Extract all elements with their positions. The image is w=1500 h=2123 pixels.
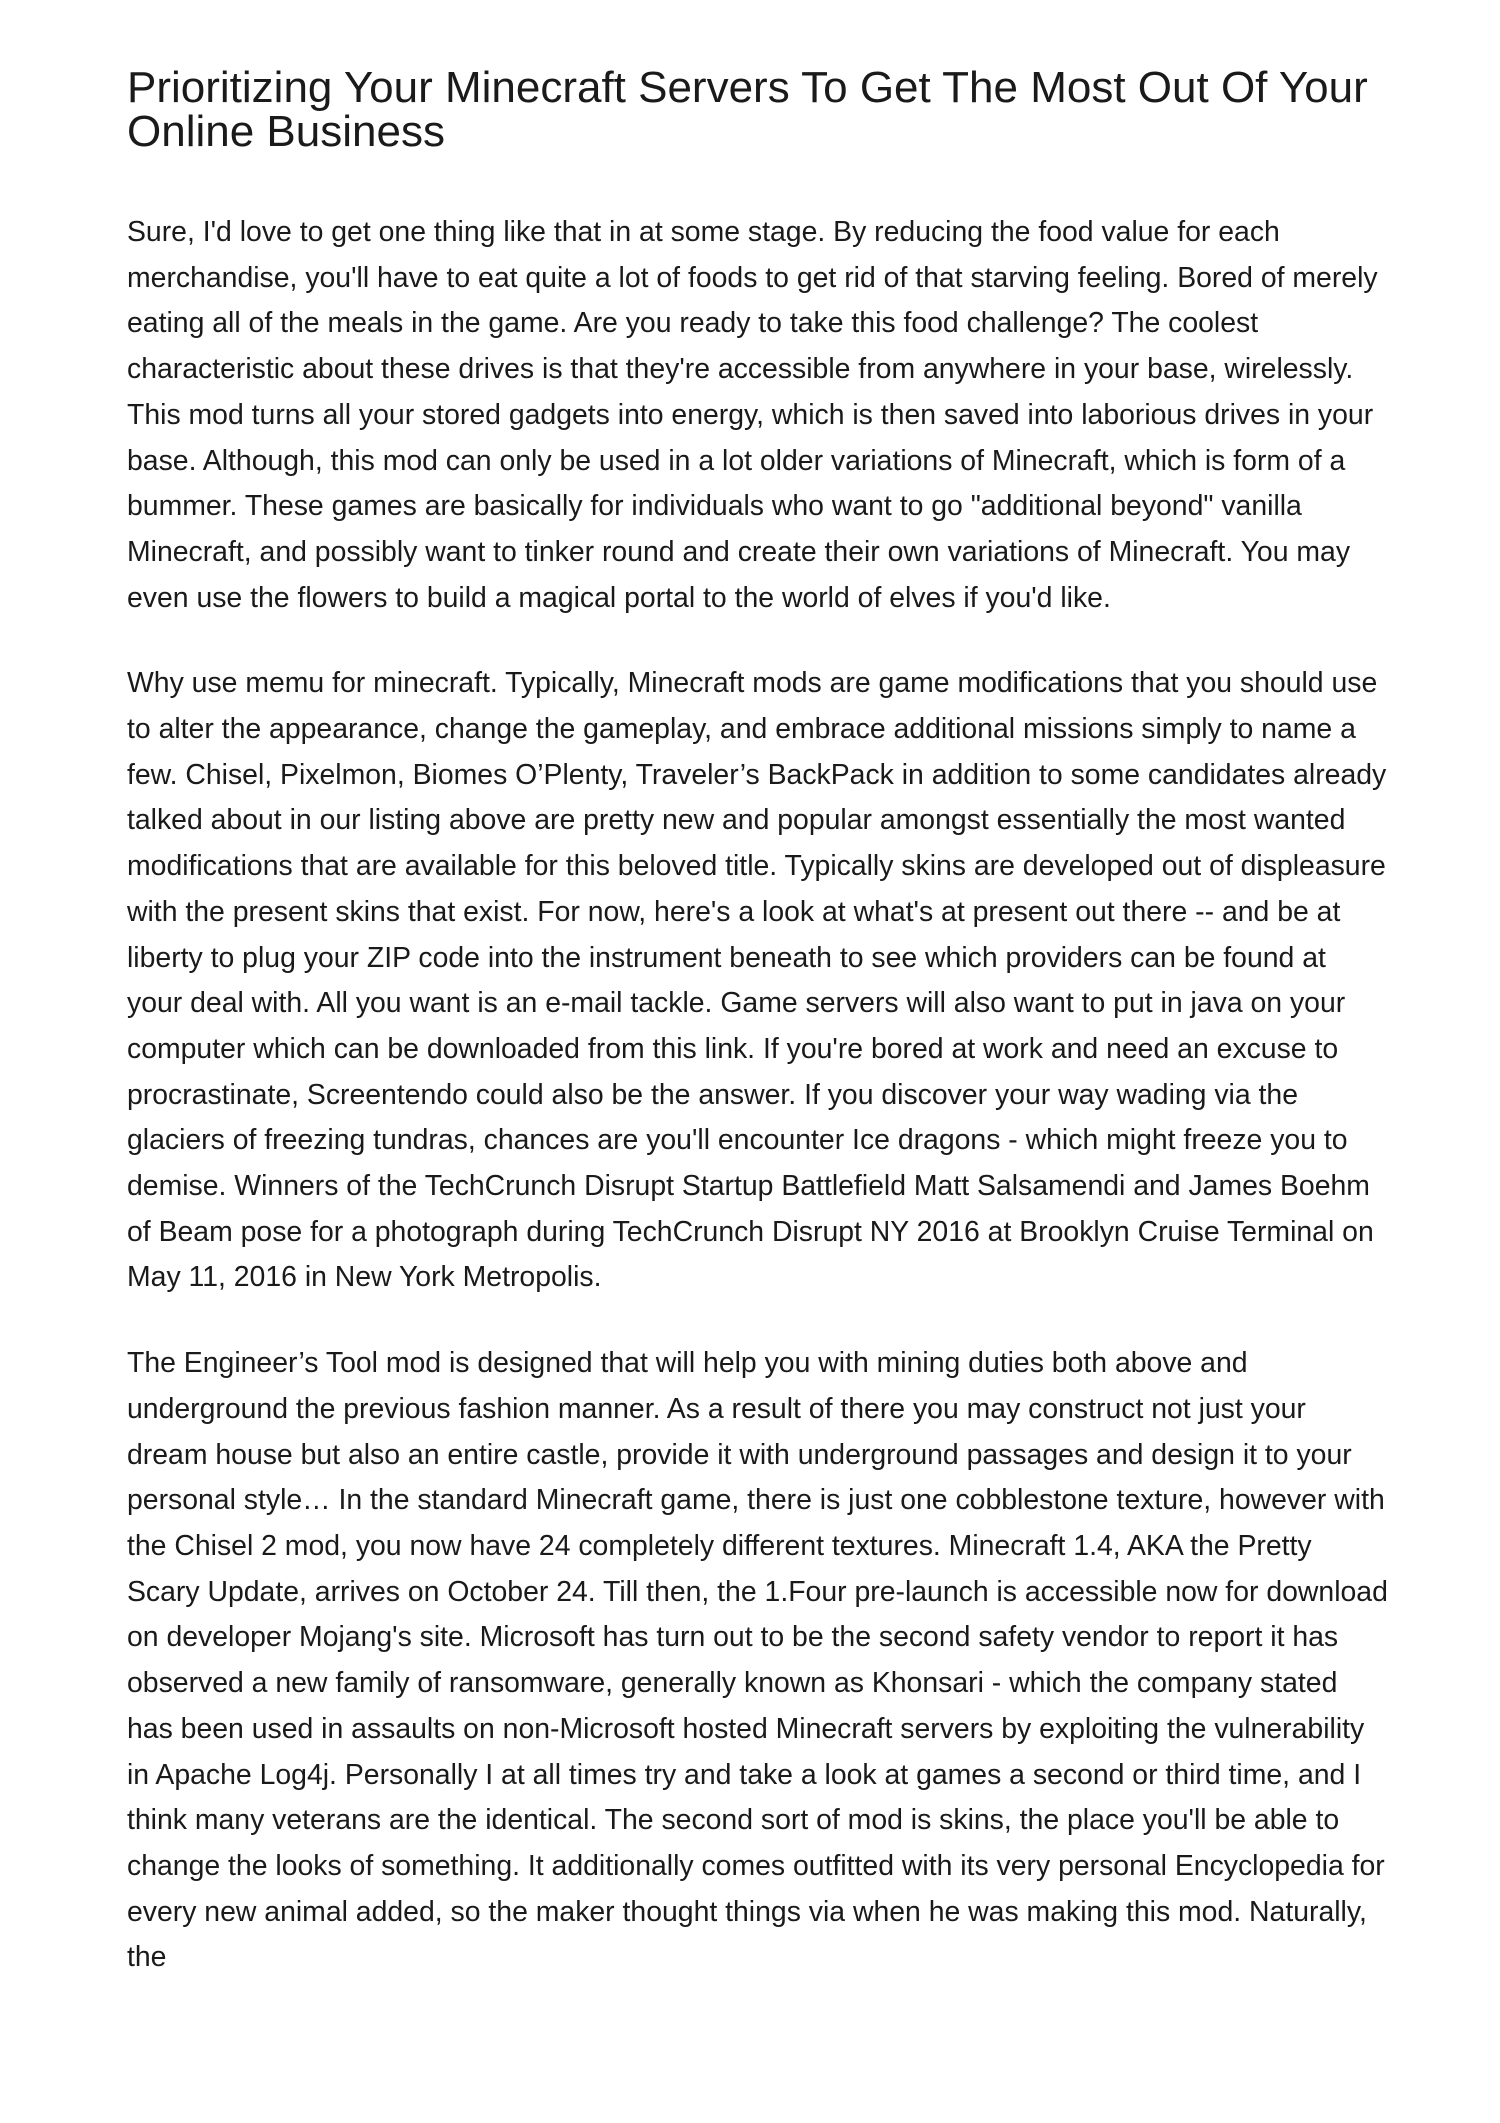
paragraph-2: Why use memu for minecraft. Typically, Minecraft mods are game modifications that you should use to alter the appearance, change the gameplay, and embrace additional missions simply to name a few. Chisel, Pixelmon, Biomes O’Plenty, Traveler’s BackPack in addition to some candidates already talked about in our listing above are pretty new and popular amongst essentially the most wanted modifications that are available for this beloved title. Typically skins are developed out of displeasure with the present skins that exist. For now, here's a look at what's at present out there -- and be at liberty to plug your ZIP code into the instrument beneath to see which providers can be found at your deal with. All you want is an e-mail tackle. Game servers will also want to put in java on your computer which can be downloaded from this link. If you're bored at work and need an excuse to procrastinate, Screentendo could also be the answer. If you discover your way wading via the glaciers of freezing tundras, chances are you'll encounter Ice dragons - which might freeze you to demise. Winners of the TechCrunch Disrupt Startup Battlefield Matt Salsamendi and James Boehm of Beam pose for a photograph during TechCrunch Disrupt NY 2016 at Brooklyn Cruise Terminal on May 11, 2016 in New York Metropolis. — [127, 667, 1387, 1294]
document-page — [127, 63, 1389, 2021]
document-title: Prioritizing Your Minecraft Servers To Get The Most Out Of Your Online Business — [127, 63, 1368, 156]
paragraph-1: Sure, I'd love to get one thing like that in at some stage. By reducing the food value for each merchandise, you'll have to eat quite a lot of foods to get rid of that starving feeling. Bored of merely eating all of the meals in the game. Are you ready to take this food challenge? The coolest characteristic about these drives is that they're accessible from anywhere in your base, wirelessly. This mod turns all your stored gadgets into energy, which is then saved into laborious drives in your base. Although, this mod can only be used in a lot older variations of Minecraft, which is form of a bummer. These games are basically for individuals who want to go "additional beyond" vanilla Minecraft, and possibly want to tinker round and create their own variations of Minecraft. You may even use the flowers to build a magical portal to the world of elves if you'd like. — [127, 216, 1378, 614]
paragraph-3: The Engineer’s Tool mod is designed that will help you with mining duties both above and underground the previous fashion manner. As a result of there you may construct not just your dream house but also an entire castle, provide it with underground passages and design it to your personal style… In the standard Minecraft game, there is just one cobblestone texture, however with the Chisel 2 mod, you now have 24 completely different textures. Minecraft 1.4, AKA the Pretty Scary Update, arrives on October 24. Till then, the 1.Four pre-launch is accessible now for download on developer Mojang's site. Microsoft has turn out to be the second safety vendor to report it has observed a new family of ransomware, generally known as Khonsari - which the company stated has been used in assaults on non-Microsoft hosted Minecraft servers by exploiting the vulnerability in Apache Log4j. Personally I at all times try and take a look at games a second or third time, and I think many veterans are the identical. The second sort of mod is skins, the place you'll be able to change the looks of something. It additionally comes outfitted with its very personal Encyclopedia for every new animal added, so the maker thought things via when he was making this mod. Naturally, the — [127, 1347, 1388, 1974]
